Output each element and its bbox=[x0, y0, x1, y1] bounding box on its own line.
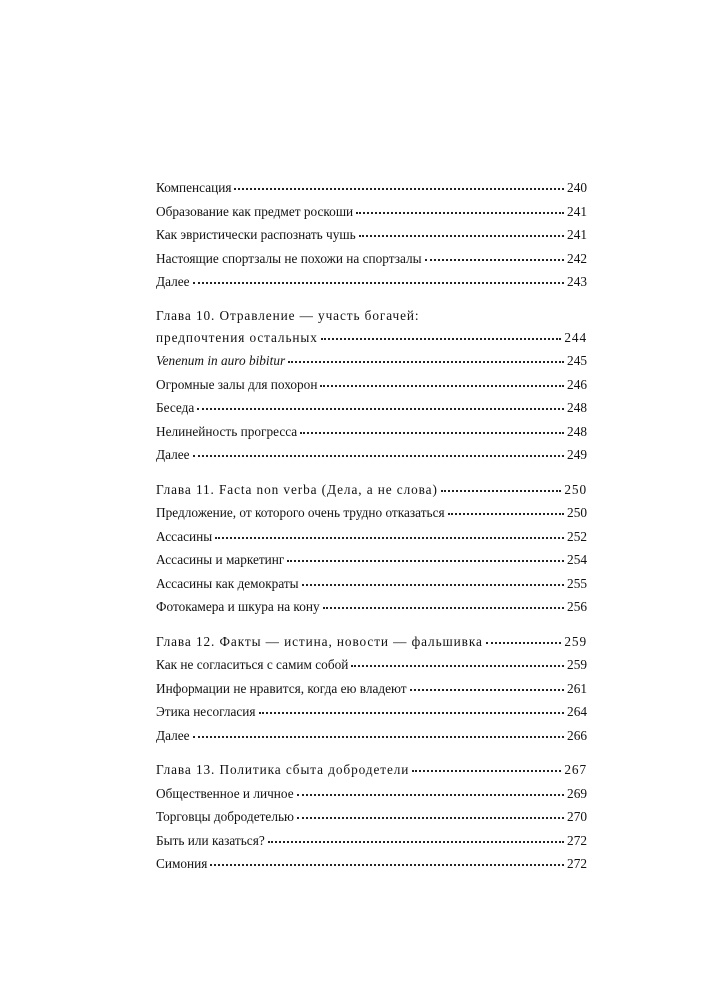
chapter-11-heading bbox=[156, 478, 587, 502]
dot-leader bbox=[410, 689, 564, 691]
toc-entry-page: 255 bbox=[567, 575, 587, 591]
toc-entry bbox=[156, 223, 587, 247]
dot-leader bbox=[193, 736, 565, 738]
chapter-10-page: 244 bbox=[564, 329, 587, 345]
toc-entry bbox=[156, 525, 587, 549]
toc-entry-page: 246 bbox=[567, 376, 587, 392]
toc-entry-title: Далее bbox=[156, 727, 190, 743]
toc-entry-page: 270 bbox=[567, 809, 587, 824]
chapter-11-title: Глава 11. Facta non verba (Дела, а не слова) bbox=[156, 481, 438, 497]
toc-entry-page: 243 bbox=[567, 274, 587, 289]
toc-entry-title: Как не согласиться с самим собой bbox=[156, 657, 349, 672]
toc-entry-page: 266 bbox=[567, 727, 587, 743]
chapter-13-page: 267 bbox=[564, 762, 587, 777]
dot-leader bbox=[323, 607, 564, 609]
dot-leader bbox=[302, 584, 564, 586]
toc-entry bbox=[156, 852, 587, 876]
dot-leader bbox=[448, 513, 564, 515]
toc-entry-title: Образование как предмет роскоши bbox=[156, 203, 354, 219]
dot-leader bbox=[297, 794, 564, 796]
dot-leader bbox=[197, 408, 564, 410]
dot-leader bbox=[210, 864, 564, 866]
toc-entry bbox=[156, 247, 587, 271]
toc-entry-page: 248 bbox=[567, 423, 587, 439]
dot-leader bbox=[268, 841, 564, 843]
toc-entry-title: Ассасины как демократы bbox=[156, 575, 299, 591]
toc-entry-title: Предложение, от которого очень трудно отказаться bbox=[156, 505, 445, 520]
toc-entry-title: Далее bbox=[156, 274, 190, 289]
toc-entry-page: 248 bbox=[567, 400, 587, 415]
toc-entry-page: 250 bbox=[567, 505, 587, 520]
dot-leader bbox=[287, 560, 564, 562]
toc-entry-title: Информации не нравится, когда ею владеют bbox=[156, 680, 407, 696]
dot-leader bbox=[425, 259, 564, 261]
toc-entry bbox=[156, 700, 587, 724]
toc-entry bbox=[156, 349, 587, 373]
chapter-12-page: 259 bbox=[564, 633, 587, 649]
dot-leader bbox=[215, 537, 564, 539]
toc-entry-page: 241 bbox=[567, 227, 587, 242]
toc-entry-page: 252 bbox=[567, 528, 587, 544]
toc-entry-title: Торговцы добродетелью bbox=[156, 809, 294, 824]
toc-entry-page: 249 bbox=[567, 447, 587, 462]
toc-entry bbox=[156, 572, 587, 596]
toc-entry bbox=[156, 724, 587, 748]
toc-entry-title: Фотокамера и шкура на кону bbox=[156, 599, 320, 614]
toc-entry-title: Симония bbox=[156, 856, 208, 871]
toc-entry-title: Быть или казаться? bbox=[156, 832, 265, 848]
dot-leader bbox=[486, 642, 562, 644]
dot-leader bbox=[356, 212, 564, 214]
table-of-contents bbox=[156, 176, 587, 876]
toc-entry-page: 259 bbox=[567, 657, 587, 672]
toc-entry-title: Ассасины bbox=[156, 528, 213, 544]
chapter-10-heading-line1: Глава 10. Отравление — участь богачей: bbox=[156, 307, 420, 323]
chapter-13-title: Глава 13. Политика сбыта добродетели bbox=[156, 762, 410, 777]
dot-leader bbox=[412, 770, 561, 772]
toc-entry bbox=[156, 782, 587, 806]
toc-entry bbox=[156, 677, 587, 701]
dot-leader bbox=[297, 817, 564, 819]
toc-entry bbox=[156, 805, 587, 829]
dot-leader bbox=[259, 712, 565, 714]
toc-entry bbox=[156, 501, 587, 525]
toc-entry-title: Огромные залы для похорон bbox=[156, 376, 318, 392]
chapter-10-heading bbox=[156, 326, 587, 350]
toc-entry-title: Как эвристически распознать чушь bbox=[156, 227, 356, 242]
toc-entry bbox=[156, 270, 587, 294]
dot-leader bbox=[234, 188, 564, 190]
toc-entry-title: Компенсация bbox=[156, 180, 232, 195]
chapter-12-title: Глава 12. Факты — истина, новости — фальшивка bbox=[156, 633, 483, 649]
toc-entry-page: 272 bbox=[567, 832, 587, 848]
toc-entry bbox=[156, 200, 587, 224]
toc-entry-title: Беседа bbox=[156, 400, 195, 415]
chapter-10-heading-line2: предпочтения остальных bbox=[156, 329, 318, 345]
toc-entry bbox=[156, 443, 587, 467]
toc-entry-title: Venenum in auro bibitur bbox=[156, 353, 286, 368]
dot-leader bbox=[300, 432, 564, 434]
toc-entry bbox=[156, 548, 587, 572]
toc-entry-page: 245 bbox=[567, 353, 587, 368]
toc-entry-title: Настоящие спортзалы не похожи на спортзалы bbox=[156, 250, 422, 266]
dot-leader bbox=[288, 361, 564, 363]
toc-entry-title: Этика несогласия bbox=[156, 704, 256, 719]
toc-entry-page: 242 bbox=[567, 250, 587, 266]
toc-entry bbox=[156, 829, 587, 853]
dot-leader bbox=[351, 665, 564, 667]
dot-leader bbox=[193, 282, 565, 284]
chapter-12-heading bbox=[156, 630, 587, 654]
toc-entry bbox=[156, 595, 587, 619]
toc-entry bbox=[156, 373, 587, 397]
toc-entry-title: Общественное и личное bbox=[156, 785, 294, 801]
toc-entry bbox=[156, 420, 587, 444]
dot-leader bbox=[320, 385, 564, 387]
toc-entry-page: 264 bbox=[567, 704, 587, 719]
chapter-11-page: 250 bbox=[564, 481, 587, 497]
toc-entry-page: 254 bbox=[567, 552, 587, 567]
toc-entry bbox=[156, 176, 587, 200]
dot-leader bbox=[441, 490, 562, 492]
toc-entry-title: Далее bbox=[156, 447, 190, 462]
toc-entry-page: 241 bbox=[567, 203, 587, 219]
toc-entry-title: Нелинейность прогресса bbox=[156, 423, 298, 439]
dot-leader bbox=[359, 235, 564, 237]
chapter-13-heading bbox=[156, 758, 587, 782]
toc-entry-page: 261 bbox=[567, 680, 587, 696]
toc-entry-page: 272 bbox=[567, 856, 587, 871]
toc-entry bbox=[156, 653, 587, 677]
toc-entry-page: 269 bbox=[567, 785, 587, 801]
dot-leader bbox=[321, 338, 562, 340]
toc-entry-page: 240 bbox=[567, 180, 587, 195]
toc-entry bbox=[156, 396, 587, 420]
toc-entry-page: 256 bbox=[567, 599, 587, 614]
dot-leader bbox=[193, 455, 565, 457]
toc-entry-title: Ассасины и маркетинг bbox=[156, 552, 285, 567]
